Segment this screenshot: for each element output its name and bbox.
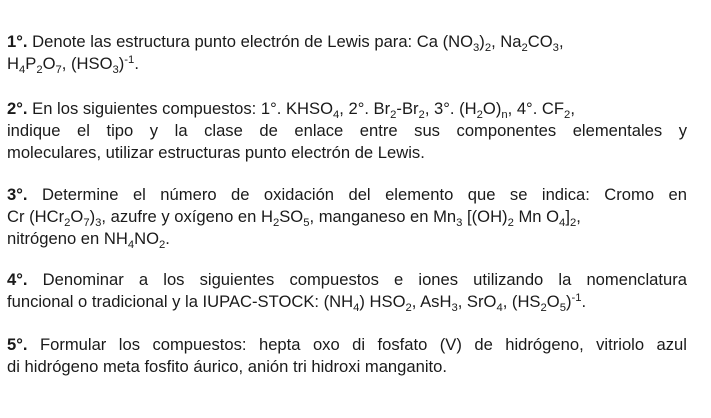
question-text — [7, 229, 170, 251]
text-run: -Br — [396, 99, 419, 118]
text-run: O — [42, 54, 56, 73]
subscript: 2 — [64, 216, 71, 229]
question-1-line-2 — [7, 53, 687, 75]
text-run: , (HS — [502, 292, 541, 311]
subscript: 5 — [559, 301, 566, 314]
question-3-line-1: 3°. Determine el número de oxidación del elemento que se indica: Cromo en — [7, 185, 687, 204]
question-2 — [7, 98, 687, 164]
subscript: 2 — [418, 108, 425, 121]
superscript: -1 — [571, 291, 582, 304]
subscript: 2 — [159, 238, 166, 251]
subscript: 7 — [55, 63, 62, 76]
text-run: , (HSO — [61, 54, 113, 73]
question-number: 3° — [7, 185, 23, 204]
question-text — [7, 143, 425, 162]
subscript: 5 — [303, 216, 310, 229]
superscript: -1 — [124, 53, 135, 66]
question-text — [7, 291, 587, 314]
question-text — [7, 53, 139, 76]
text-run: , 3°. (H — [424, 99, 477, 118]
subscript: 2 — [36, 63, 43, 76]
question-4-line-2 — [7, 291, 687, 313]
subscript: 3 — [473, 41, 480, 54]
text-run: nitrógeno en NH — [7, 229, 128, 248]
text-run: En los siguientes compuestos: 1°. KHSO — [32, 99, 333, 118]
question-4 — [7, 269, 687, 313]
text-run: Formular los compuestos: hepta oxo di fosfato (V) de hidrógeno, vitriolo azul — [39, 335, 687, 354]
question-text — [7, 207, 581, 229]
text-run: , — [570, 99, 575, 118]
question-5-line-1: 5°. Formular los compuestos: hepta oxo di fosfato (V) de hidrógeno, vitriolo azul — [7, 335, 687, 354]
text-run: ) — [118, 54, 125, 73]
text-run: , manganeso en Mn — [309, 207, 457, 226]
text-run: ) — [565, 292, 572, 311]
question-2-line-2 — [7, 120, 687, 142]
question-3 — [7, 184, 687, 250]
subscript: 3 — [456, 216, 463, 229]
text-run: O — [70, 207, 84, 226]
text-run: , — [558, 32, 564, 51]
subscript: 4 — [353, 301, 360, 314]
text-run: ) — [89, 207, 96, 226]
text-run: . — [134, 54, 139, 73]
text-run: , Na — [491, 32, 522, 51]
subscript: n — [501, 108, 508, 121]
text-run: funcional o tradicional y la IUPAC-STOCK: (NH — [7, 292, 354, 311]
text-run: NO — [134, 229, 159, 248]
text-run: . — [581, 292, 587, 311]
text-run: Denominar a los siguientes compuestos e iones utilizando la nomenclatura — [42, 270, 687, 289]
question-text — [42, 185, 687, 204]
text-run: di hidrógeno meta fosfito áurico, anión tri hidroxi manganito. — [7, 357, 447, 376]
subscript: 4 — [127, 238, 135, 251]
text-run: H — [7, 54, 19, 73]
subscript: 2 — [405, 301, 412, 314]
subscript: 3 — [552, 41, 559, 54]
text-run: , azufre y oxígeno en H — [101, 207, 273, 226]
question-5 — [7, 334, 687, 378]
text-run: indique el tipo y la clase de enlace entre sus componentes elementales y — [7, 121, 687, 140]
subscript: 2 — [521, 41, 528, 54]
text-run: O) — [482, 99, 502, 118]
subscript: 3 — [112, 63, 119, 76]
subscript: 7 — [83, 216, 90, 229]
subscript: 2 — [569, 216, 577, 229]
question-3-line-3 — [7, 228, 687, 250]
question-text — [32, 99, 575, 121]
text-run: [(OH) — [462, 207, 508, 226]
text-run: ] — [565, 207, 570, 226]
subscript: 2 — [272, 216, 280, 229]
question-2-line-1: 2°. En los siguientes compuestos: 1°. $KHSO_4$, 2°. $Br_2-Br_2$, 3°. $(H_2O)_n$, 4°. $CF_2$, — [7, 99, 575, 121]
question-text — [7, 121, 687, 140]
subscript: 2 — [390, 108, 397, 121]
subscript: 2 — [476, 108, 483, 121]
text-run: Denote las estructura punto electrón de Lewis para: Ca (NO — [32, 32, 474, 51]
text-run: , — [576, 207, 581, 226]
text-run: Cr (HCr — [7, 207, 65, 226]
subscript: 2 — [484, 41, 492, 54]
text-run: O — [546, 292, 560, 311]
document-body — [7, 31, 687, 378]
text-run: moleculares, utilizar estructuras punto electrón de Lewis. — [7, 143, 425, 162]
question-5-line-2 — [7, 356, 687, 378]
subscript: 3 — [95, 216, 102, 229]
subscript: 2 — [564, 108, 571, 121]
subscript: 4 — [559, 216, 566, 229]
text-run: , SrO — [457, 292, 497, 311]
subscript: 4 — [496, 301, 503, 314]
text-run: CO — [527, 32, 553, 51]
question-2-line-3 — [7, 142, 687, 164]
subscript: 2 — [540, 301, 547, 314]
question-number: 5° — [7, 335, 23, 354]
question-text — [43, 270, 687, 289]
text-run: , 4°. CF — [507, 99, 565, 118]
text-run: ) HSO — [359, 292, 406, 311]
text-run: . — [165, 229, 170, 248]
subscript: 4 — [18, 63, 26, 76]
text-run: ) — [479, 32, 485, 51]
subscript: 2 — [507, 216, 514, 229]
text-run: Determine el número de oxidación del elemento que se indica: Cromo en — [41, 185, 687, 204]
question-text — [32, 32, 564, 54]
question-1 — [7, 31, 687, 75]
question-number: 4° — [7, 270, 23, 289]
subscript: 3 — [451, 301, 458, 314]
question-text — [40, 335, 687, 354]
text-run: P — [25, 54, 37, 73]
text-run: Mn O — [513, 207, 560, 226]
question-text — [7, 357, 447, 376]
question-4-line-1: 4°. Denominar a los siguientes compuestos e iones utilizando la nomenclatura — [7, 270, 687, 289]
question-1-line-1: 1°. Denote las estructura punto electrón de Lewis para: Ca $(NO_3)_2$, $Na_2CO_3$, — [7, 32, 564, 54]
text-run: SO — [279, 207, 304, 226]
text-run: , 2°. Br — [339, 99, 391, 118]
question-number: 1° — [7, 32, 23, 51]
text-run: , AsH — [411, 292, 452, 311]
question-number: 2° — [7, 99, 23, 118]
question-3-line-2 — [7, 206, 687, 228]
subscript: 4 — [332, 108, 340, 121]
